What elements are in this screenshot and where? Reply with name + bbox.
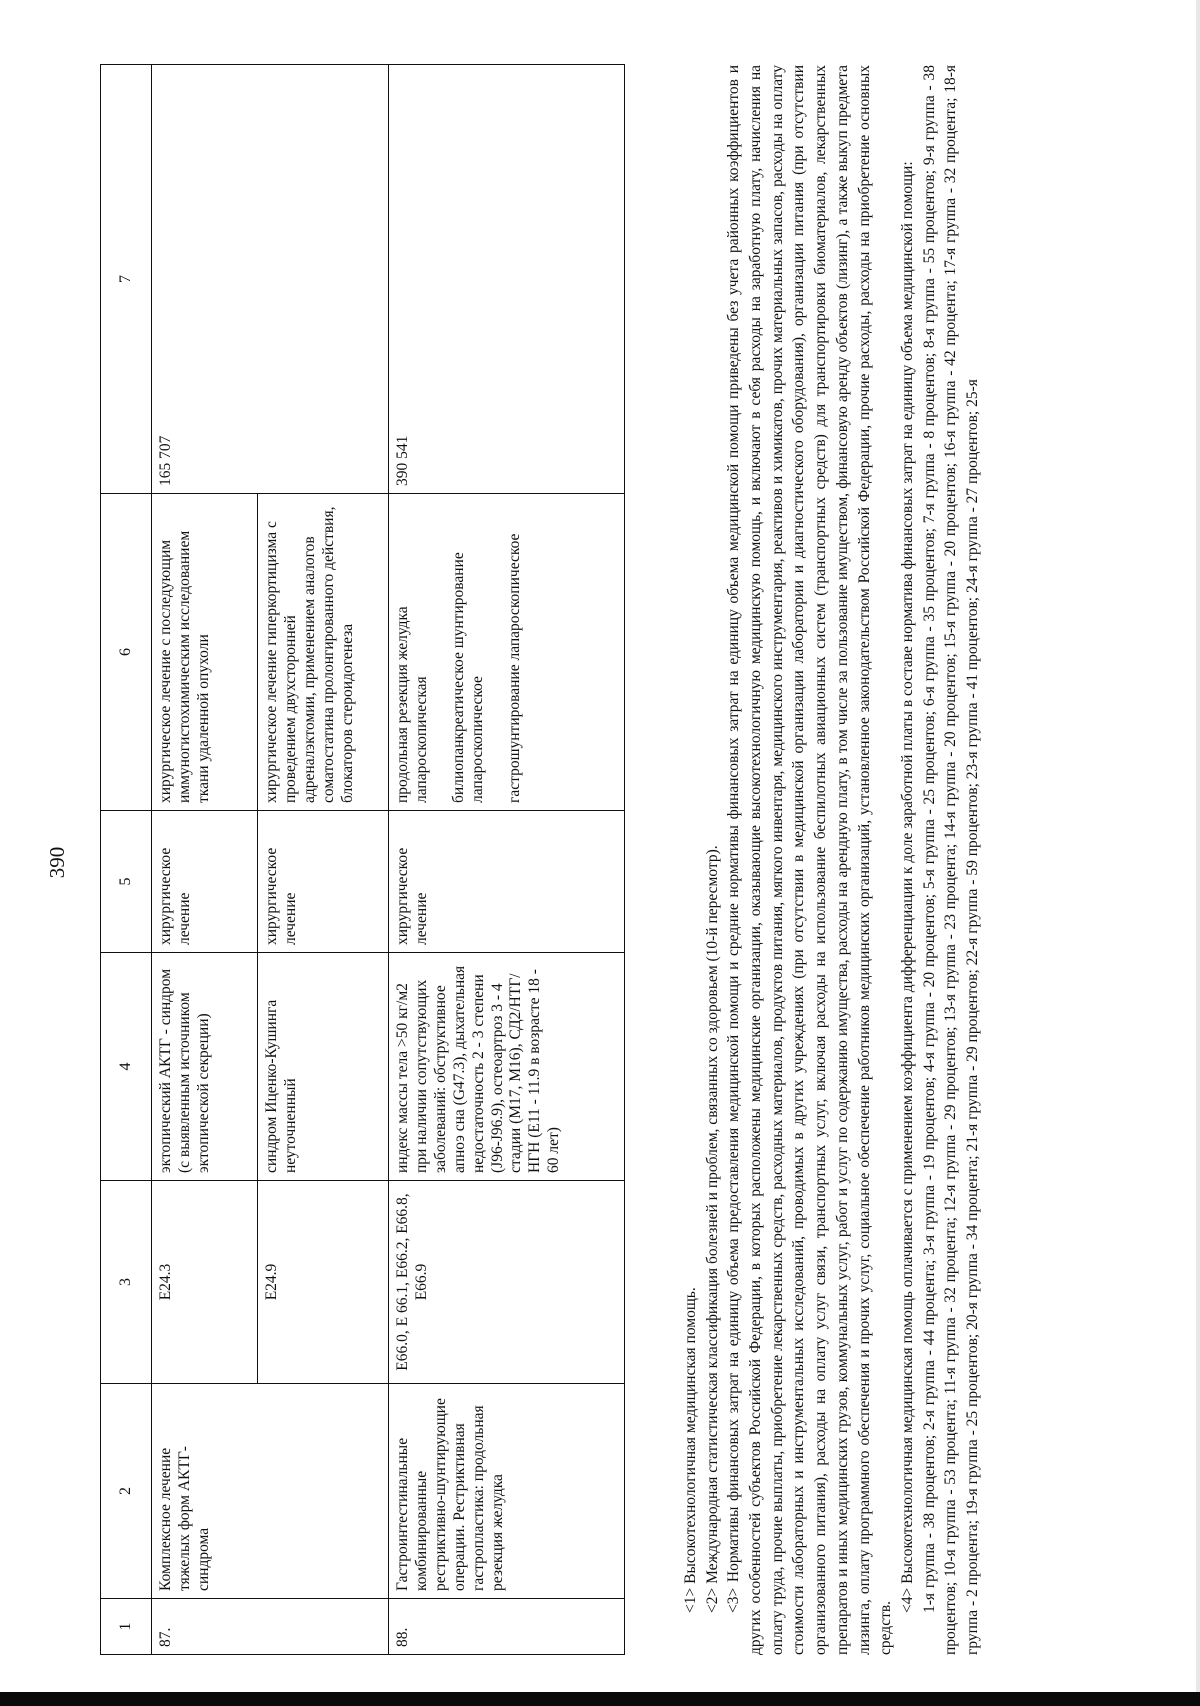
header-col-2: 2 [101,1384,152,1599]
row88-type: хирургическое лечение [389,811,625,953]
rotated-page [40,60,1145,1665]
header-col-1: 1 [101,1599,152,1655]
row87-type-1: хирургическое лечение [152,811,258,953]
scan-edge-bottom [0,1692,1200,1706]
row87-method-2: хирургическое лечение гиперкортицизма с проведением двухсторонней адреналэктомии, применением аналогов соматостатина пролонгированного действия, блокаторов стероидогенеза [258,494,389,811]
page-number: 390 [45,846,69,879]
footnote-2: <2> Международная статистическая классификация болезней и проблем, связанных со здоровьем (10-й пересмотр). [703,845,721,1613]
row87-model-1: эктопический АКТГ - синдром (с выявленным источником эктопической секреции) [152,953,258,1181]
footnote-groups: 1-я группа - 38 процентов; 2-я группа - 44 процента; 3-я группа - 19 процентов; 4-я группа - 20 процентов; 5-я группа - 25 процентов; 6-я группа - 35 процентов; 7-я группа - 8 процентов; 8-я группа - 55 процентов; 9-я группа - 38 процентов; 10-я группа - 53 процента; 11-я группа - 32 процента; 12-я группа - 29 процентов; 13-я группа - 23 процента; 14-я группа - 20 процентов; 15-я группа - 20 процентов; 16-я группа - 42 процента; 17-я группа - 32 процента; 18-я группа - 2 процента; 19-я группа - 25 процентов; 20-я группа - 34 процента; 21-я группа - 29 процентов; 22-я группа - 59 процентов; 23-я группа - 41 процентов; 24-я группа - 27 процентов; 25-я [920,65,981,1655]
row88-number: 88. [389,1599,625,1655]
footnote-4: <4> Высокотехнологичная медицинская помощь оплачивается с применением коэффициента дифференциации к доле заработной платы в составе норматива финансовых затрат на единицу объема медицинской помощи: [898,161,916,1613]
row87-number: 87. [152,1599,389,1655]
row88-cost: 390 541 [389,65,625,494]
row88-method-2: билиопанкреатическое шунтирование лапароскопическое [449,552,486,803]
row87-method-1: хирургическое лечение с последующим иммуногистохимическим исследованием ткани удаленной опухоли [152,494,258,811]
table-row [152,65,258,1655]
row88-method-1: продольная резекция желудка лапароскопическая [394,606,430,803]
header-col-4: 4 [101,953,152,1181]
scan-edge-right [1196,0,1200,1692]
header-col-5: 5 [101,811,152,953]
header-col-6: 6 [101,494,152,811]
row88-methods [389,494,625,811]
footnote-1: <1> Высокотехнологичная медицинская помощь. [682,1287,699,1613]
header-col-3: 3 [101,1181,152,1384]
table-row [389,65,625,1655]
row87-type-2: хирургическое лечение [258,811,389,953]
row88-method-3: гастрошунтирование лапароскопическое [505,533,523,803]
footnotes [680,65,984,1655]
row88-name: Гастроинтестинальные комбинированные рестриктивно-шунтирующие операции. Рестриктивная гастропластика: продольная резекция желудка [389,1384,625,1599]
row87-code-2: E24.9 [258,1181,389,1384]
header-col-7: 7 [101,65,152,494]
vmp-table [100,64,625,1655]
row87-code-1: E24.3 [152,1181,258,1384]
row87-name: Комплексное лечение тяжелых форм АКТГ-синдрома [152,1384,389,1599]
row88-code: E66.0, E 66.1, E66.2, E66.8, E66.9 [389,1181,625,1384]
row87-model-2: синдром Иценко-Кушинга неуточненный [258,953,389,1181]
footnote-3: <3> Нормативы финансовых затрат на единицу объема предоставления медицинской помощи и средние нормативы финансовых затрат на единицу объема медицинской помощи приведены без учета районных коэффициентов и других особенностей субъектов Российской Федерации, в которых расположены медицинские организации, оказывающие высокотехнологичную медицинскую помощь, и включают в себя расходы на заработную плату, начисления на оплату труда, прочие выплаты, приобретение лекарственных средств, расходных материалов, продуктов питания, мягкого инвентаря, медицинского инструментария, реактивов и химикатов, прочих материальных запасов, расходы на оплату стоимости лабораторных и инструментальных исследований, проводимых в других учреждениях (при отсутствии в медицинской организации лаборатории и диагностического оборудования), организации питания (при отсутствии организованного питания), расходы на оплату услуг связи, транспортных услуг, включая расходы на использование беспилотных авиационных систем (транспортных средств) для транспортировки биоматериалов, лекарственных препаратов и иных медицинских грузов, коммунальных услуг, работ и услуг по содержанию имущества, расходы на арендную плату, в том числе за пользование имуществом, финансовую аренду объектов (лизинг), а также выкуп предмета лизинга, оплату программного обеспечения и прочих услуг, социальное обеспечение работников медицинских организаций, установленное законодательством Российской Федерации, прочие расходы, расходы на приобретение основных средств. [725,65,895,1655]
row87-cost: 165 707 [152,65,389,494]
table-header-row [101,65,152,1655]
row88-model: индекс массы тела >50 кг/м2 при наличии сопутствующих заболеваний: обструктивное апноэ сна (G47.3), дыхательная недостаточность 2 - 3 степени (J96-J96.9), остеоартроз 3 - 4 стадии (M17, M16), СД2/НТГ/НГН (E11 - 11.9 в возрасте 18 - 60 лет) [389,953,625,1181]
